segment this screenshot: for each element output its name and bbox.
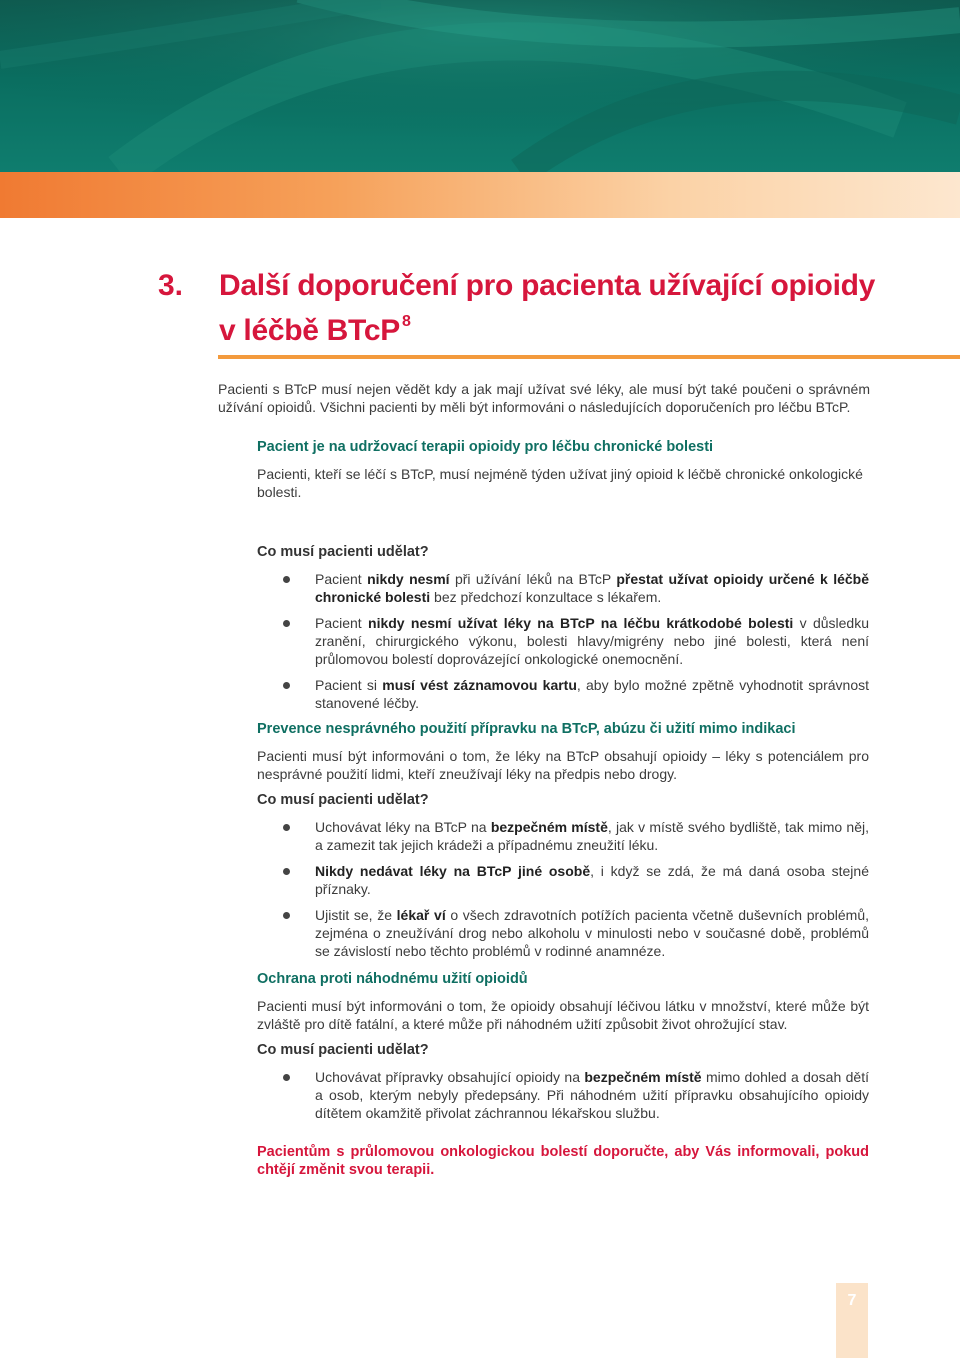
title-rule [218, 355, 960, 359]
emphasis-text: přestat užívat opioidy určené k léčbě chronické bolesti [315, 571, 870, 605]
list-item [257, 676, 869, 712]
section-accidental-use [257, 970, 869, 1130]
emphasis-text: lékař ví [396, 907, 446, 923]
section-heading: Prevence nesprávného použití přípravku na BTcP, abúzu či užití mimo indikaci [257, 721, 796, 737]
list-item-text: , aby bylo možné zpětně vyhodnotit správnost stanovené léčby. [315, 677, 869, 711]
emphasis-text: bezpečném místě [584, 1069, 702, 1085]
header-banner [0, 0, 960, 172]
list-item-text: Ujistit se, že [315, 907, 397, 923]
list-item-text: Uchovávat léky na BTcP na [315, 819, 491, 835]
list-item-text: při užívání léků na BTcP [449, 571, 617, 587]
list-item-text: mimo dohled a dosah dětí a osob, kterým nebyly předepsány. Při náhodném užití přípravku obsahujícího opioidy dítětem okamžitě přivolat záchrannou lékařskou službu. [315, 1069, 869, 1121]
emphasis-text: musí vést záznamovou kartu [382, 677, 577, 693]
section-body: Pacienti, kteří se léčí s BTcP, musí nejméně týden užívat jiný opioid k léčbě chronické onkologické bolesti. [257, 466, 863, 500]
page-number: 7 [847, 1292, 857, 1309]
section-heading: Pacient je na udržovací terapii opioidy pro léčbu chronické bolesti [257, 439, 714, 455]
bullet-list [257, 818, 869, 960]
section-misuse-prevention [257, 720, 869, 968]
bullet-icon [283, 824, 290, 831]
section-maintenance-therapy [257, 438, 869, 720]
intro-paragraph: Pacienti s BTcP musí nejen vědět kdy a jak mají užívat své léky, ale musí být také poučeni o správném užívání opioidů. Všichni pacienti by měli být informováni o následujících doporučeních pro léčbu BTcP. [218, 381, 870, 415]
bullet-icon [283, 576, 290, 583]
bullet-icon [283, 868, 290, 875]
section-subheading: Co musí pacienti udělat? [257, 1042, 429, 1058]
list-item [257, 1068, 869, 1122]
list-item [257, 570, 869, 606]
list-item-text: Uchovávat přípravky obsahující opioidy na [315, 1069, 585, 1085]
list-item-text: , jak v místě svého bydliště, tak mimo něj, a zamezit tak jejich krádeži a případnému zneužití léku. [315, 819, 869, 853]
emphasis-text: Nikdy nedávat léky na BTcP jiné osobě [315, 863, 591, 879]
section-number: 3. [158, 269, 184, 302]
bullet-icon [283, 912, 290, 919]
title-text [219, 268, 899, 349]
list-item-text: Pacient [315, 571, 368, 587]
closing-note: Pacientům s průlomovou onkologickou bolestí doporučte, aby Vás informovali, pokud chtějí změnit svou terapii. [257, 1144, 869, 1178]
list-item [257, 818, 869, 854]
list-item-text: o všech zdravotních potížích pacienta včetně duševních problémů, zejména o zneužívání drog nebo alkoholu v minulosti nebo v současné době, problémů se závislostí nebo těchto problémů v rodinné anamnéze. [315, 907, 869, 959]
section-body: Pacienti musí být informováni o tom, že léky na BTcP obsahují opioidy – léky s potenciálem pro nesprávné použití lidmi, kteří zneužívají léky na předpis nebo drogy. [257, 748, 869, 782]
bullet-icon [283, 1074, 290, 1081]
bullet-icon [283, 620, 290, 627]
bullet-icon [283, 682, 290, 689]
header-orange-band [0, 172, 960, 218]
section-subheading: Co musí pacienti udělat? [257, 544, 429, 560]
section-heading: Ochrana proti náhodnému užití opioidů [257, 971, 528, 987]
list-item-text: Pacient si [315, 677, 383, 693]
bullet-list [257, 1068, 869, 1122]
list-item-text: , i když se zdá, že má daná osoba stejné příznaky. [315, 863, 869, 897]
title-main: Další doporučení pro pacienta užívající opioidy v léčbě BTcP [219, 269, 876, 347]
list-item-text: bez předchozí konzultace s lékařem. [430, 589, 662, 605]
banner-arcs [0, 0, 960, 172]
bullet-list [257, 570, 869, 712]
list-item [257, 862, 869, 898]
list-item-text: v důsledku zranění, chirurgického výkonu, bolesti hlavy/migrény nebo jiné bolesti, která není průlomovou bolestí doprovázející onkologické onemocnění. [315, 615, 869, 667]
emphasis-text: nikdy nesmí [367, 571, 450, 587]
list-item [257, 614, 869, 668]
list-item [257, 906, 869, 960]
list-item-text: Pacient [315, 615, 369, 631]
section-subheading: Co musí pacienti udělat? [257, 792, 429, 808]
title-reference: 8 [401, 313, 411, 330]
emphasis-text: bezpečném místě [490, 819, 608, 835]
emphasis-text: nikdy nesmí užívat léky na BTcP na léčbu krátkodobé bolesti [368, 615, 794, 631]
section-body: Pacienti musí být informováni o tom, že opioidy obsahují léčivou látku v množství, které může být zvláště pro dítě fatální, a které může při náhodném užití způsobit život ohrožující stav. [257, 998, 869, 1032]
